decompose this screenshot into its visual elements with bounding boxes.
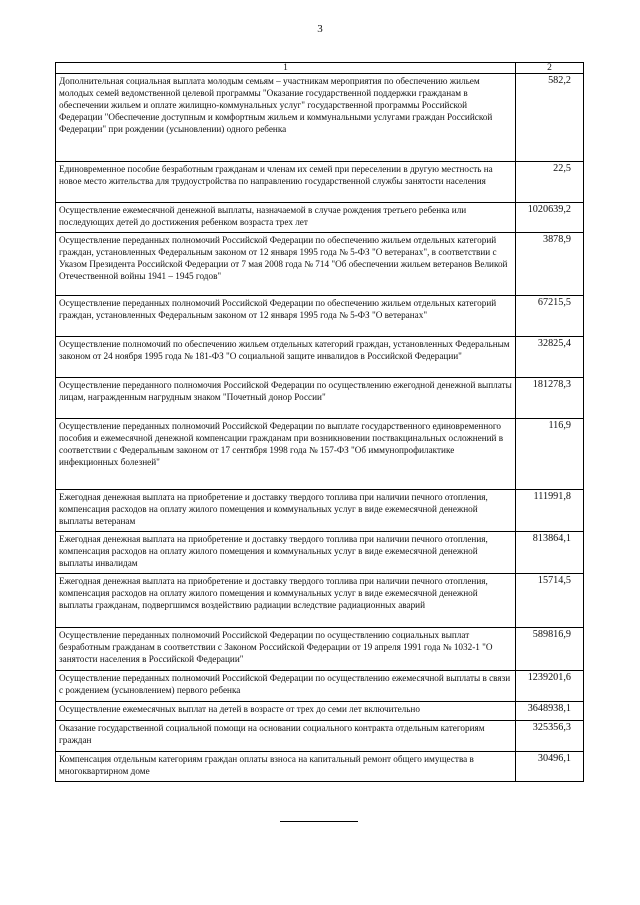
row-amount: 111991,8 — [516, 490, 584, 532]
row-amount: 1239201,6 — [516, 671, 584, 702]
row-amount: 67215,5 — [516, 296, 584, 337]
table-row — [56, 721, 584, 752]
budget-table — [55, 62, 584, 782]
table-header-row — [56, 63, 584, 74]
header-col-2: 2 — [516, 63, 584, 74]
table-row — [56, 203, 584, 233]
table-row — [56, 671, 584, 702]
table-row — [56, 532, 584, 574]
row-amount: 181278,3 — [516, 378, 584, 419]
table-row — [56, 419, 584, 490]
page-number: 3 — [317, 23, 323, 35]
table-row — [56, 702, 584, 721]
row-amount: 32825,4 — [516, 337, 584, 378]
row-description: Осуществление ежемесячных выплат на детей в возрасте от трех до семи лет включительно — [56, 702, 516, 721]
bottom-divider — [280, 821, 358, 822]
row-description: Осуществление переданных полномочий Российской Федерации по осуществлению социальных выплат безработным гражданам в соответствии с Законом Российской Федерации от 19 апреля 1991 года № 1032-1 "О занятости населения в Российской Федерации" — [56, 628, 516, 671]
table-row — [56, 490, 584, 532]
row-description: Единовременное пособие безработным гражданам и членам их семей при переселении в другую местность на новое место жительства для трудоустройства по направлению государственной службы занятости населения — [56, 162, 516, 203]
row-description: Осуществление переданных полномочий Российской Федерации по выплате государственного единовременного пособия и ежемесячной денежной компенсации гражданам при возникновении поствакцинальных осложнений в соответствии с Федеральным законом от 17 сентября 1998 года № 157-ФЗ "Об иммунопрофилактике инфекционных болезней" — [56, 419, 516, 490]
row-amount: 3648938,1 — [516, 702, 584, 721]
table-row — [56, 378, 584, 419]
row-description: Осуществление полномочий по обеспечению жильем отдельных категорий граждан, установленных Федеральным законом от 24 ноября 1995 года № 181-ФЗ "О социальной защите инвалидов в Российской Федерации" — [56, 337, 516, 378]
row-amount: 582,2 — [516, 74, 584, 162]
row-amount: 116,9 — [516, 419, 584, 490]
table-row — [56, 74, 584, 162]
table-row — [56, 574, 584, 628]
row-description: Ежегодная денежная выплата на приобретение и доставку твердого топлива при наличии печного отопления, компенсация расходов на оплату жилого помещения и коммунальных услуг в виде ежемесячной денежной выплаты инвалидам — [56, 532, 516, 574]
row-description: Осуществление переданных полномочий Российской Федерации по обеспечению жильем отдельных категорий граждан, установленных Федеральным законом от 12 января 1995 года № 5-ФЗ "О ветеранах", в соответствии с Указом Президента Российской Федерации от 7 мая 2008 года № 714 "Об обеспечении жильем ветеранов Великой Отечественной войны 1941 – 1945 годов" — [56, 233, 516, 296]
row-description: Ежегодная денежная выплата на приобретение и доставку твердого топлива при наличии печного отопления, компенсация расходов на оплату жилого помещения и коммунальных услуг в виде ежемесячной денежной выплаты гражданам, подвергшимся воздействию радиации вследствие радиационных аварий — [56, 574, 516, 628]
row-amount: 325356,3 — [516, 721, 584, 752]
row-description: Оказание государственной социальной помощи на основании социального контракта отдельным категориям граждан — [56, 721, 516, 752]
header-col-1: 1 — [56, 63, 516, 74]
row-description: Осуществление переданного полномочия Российской Федерации по осуществлению ежегодной денежной выплаты лицам, награжденным нагрудным знаком "Почетный донор России" — [56, 378, 516, 419]
row-description: Осуществление переданных полномочий Российской Федерации по осуществлению ежемесячной выплаты в связи с рождением (усыновлением) первого ребенка — [56, 671, 516, 702]
table-row — [56, 337, 584, 378]
row-description: Компенсация отдельным категориям граждан оплаты взноса на капитальный ремонт общего имущества в многоквартирном доме — [56, 752, 516, 782]
row-description: Осуществление ежемесячной денежной выплаты, назначаемой в случае рождения третьего ребенка или последующих детей до достижения ребенком возраста трех лет — [56, 203, 516, 233]
table-row — [56, 233, 584, 296]
row-amount: 813864,1 — [516, 532, 584, 574]
row-description: Ежегодная денежная выплата на приобретение и доставку твердого топлива при наличии печного отопления, компенсация расходов на оплату жилого помещения и коммунальных услуг в виде ежемесячной денежной выплаты ветеранам — [56, 490, 516, 532]
table-row — [56, 628, 584, 671]
table-row — [56, 752, 584, 782]
row-description: Дополнительная социальная выплата молодым семьям – участникам мероприятия по обеспечению жильем молодых семей ведомственной целевой программы "Оказание государственной поддержки гражданам в обеспечении жильем и оплате жилищно-коммунальных услуг" государственной программы Российской Федерации "Обеспечение доступным и комфортным жильем и коммунальными услугами граждан Российской Федерации" при рождении (усыновлении) одного ребенка — [56, 74, 516, 162]
row-amount: 1020639,2 — [516, 203, 584, 233]
row-amount: 15714,5 — [516, 574, 584, 628]
table-row — [56, 296, 584, 337]
table-row — [56, 162, 584, 203]
row-description: Осуществление переданных полномочий Российской Федерации по обеспечению жильем отдельных категорий граждан, установленных Федеральным законом от 12 января 1995 года № 5-ФЗ "О ветеранах" — [56, 296, 516, 337]
row-amount: 30496,1 — [516, 752, 584, 782]
row-amount: 589816,9 — [516, 628, 584, 671]
row-amount: 3878,9 — [516, 233, 584, 296]
row-amount: 22,5 — [516, 162, 584, 203]
